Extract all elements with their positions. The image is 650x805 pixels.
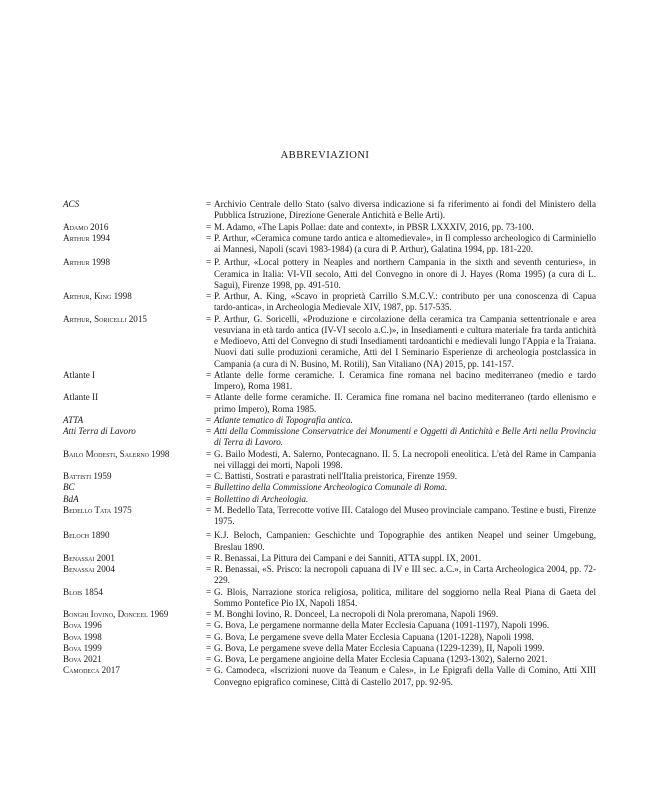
entry-abbreviation: ATTA — [63, 414, 84, 425]
entry-abbreviation: Arthur 1994 — [63, 232, 111, 243]
entry-description: G. Bova, Le pergamene sveve della Mater Ecclesia Capuana (1201-1228), Napoli 1998. — [214, 631, 534, 642]
list-item — [63, 426, 596, 449]
entry-separator: = — [206, 257, 212, 268]
entry-abbreviation: Camodeca 2017 — [63, 665, 120, 676]
entry-abbreviation: Blois 1854 — [63, 586, 103, 597]
entry-separator: = — [206, 369, 212, 380]
entry-abbreviation: Arthur, King 1998 — [63, 291, 132, 301]
entry-abbreviation: Atlante II — [63, 392, 99, 403]
list-item — [63, 199, 596, 222]
entry-description: C. Battisti, Sostrati e parastrati nell'Italia preistorica, Firenze 1959. — [214, 471, 458, 481]
entry-separator: = — [206, 564, 212, 574]
entry-abbreviation: Adamo 2016 — [63, 221, 109, 232]
entry-abbreviation: Benassai 2001 — [63, 552, 115, 563]
list-item — [63, 609, 596, 620]
entry-abbreviation: Beloch 1890 — [63, 530, 110, 541]
entry-separator: = — [206, 313, 212, 324]
entry-description: G. Blois, Narrazione storica religiosa, politica, militare del soggiorno nella Real Piana di Gaeta del Sommo Pontefice Pio IX, Napoli 1854. — [214, 586, 596, 608]
entry-abbreviation: BC — [63, 482, 75, 493]
list-item — [63, 449, 596, 472]
list-item — [63, 505, 596, 528]
entry-separator: = — [206, 232, 212, 243]
entry-description: G. Bova, Le pergamene normanne della Mater Ecclesia Capuana (1091-1197), Napoli 1996. — [214, 620, 550, 631]
entry-separator: = — [206, 642, 212, 653]
list-item — [63, 415, 596, 426]
entry-abbreviation: Bova 1996 — [63, 620, 102, 631]
list-item — [63, 654, 596, 665]
list-item — [63, 643, 596, 654]
entry-description: M. Bonghi Iovino, R. Donceel, La necropoli di Nola preromana, Napoli 1969. — [214, 609, 499, 619]
entry-separator: = — [206, 530, 212, 541]
entry-separator: = — [206, 448, 212, 459]
entry-description: R. Benassai, La Pittura dei Campani e dei Sanniti, ATTA suppl. IX, 2001. — [214, 552, 481, 563]
list-item — [63, 494, 596, 505]
entry-separator: = — [206, 414, 212, 425]
entry-separator: = — [206, 552, 212, 563]
entry-separator: = — [206, 221, 212, 232]
entry-description: Bullettino della Commissione Archeologica Comunale di Roma. — [214, 482, 448, 493]
list-item — [63, 553, 596, 564]
entry-description: Atti della Commissione Conservatrice dei Monumenti e Oggetti di Antichità e Belle Arti nella Provincia di Terra di Lavoro. — [214, 426, 596, 448]
entry-abbreviation: Bova 1998 — [63, 631, 102, 642]
entry-separator: = — [206, 609, 212, 619]
entry-separator: = — [206, 392, 212, 403]
entry-description: G. Bova, Le pergamene angioine della Mater Ecclesia Capuana (1293-1302), Salerno 2021. — [214, 654, 548, 664]
list-item — [63, 370, 596, 393]
entry-abbreviation: Bova 1999 — [63, 642, 102, 653]
entry-description: P. Arthur, A. King, «Scavo in proprietà Carrillo S.M.C.V.: contributo per una conoscenza di Capua tardo-antica», in Archeologia Medievale XIV, 1987, pp. 517-535. — [214, 291, 596, 313]
entry-abbreviation: Bonghi Iovino, Donceel 1969 — [63, 609, 169, 619]
entry-description: M. Bedello Tata, Terrecotte votive III. Catalogo del Museo provinciale campano. Testine e busti, Firenze 1975. — [214, 504, 596, 526]
entry-description: G. Bova, Le pergamene sveve della Mater Ecclesia Capuana (1229-1239), II, Napoli 1999. — [214, 642, 545, 653]
list-item — [63, 587, 596, 610]
entry-description: P. Arthur, «Local pottery in Neaples and northern Campania in the sixth and seventh centuries», in Ceramica in Italia: VI-VII secolo, Atti del Convegno in onore di J. Hayes (Roma 1995) (a cura di L. Saguì), Firenze 1998, pp. 491-510. — [214, 257, 596, 290]
entry-description: G. Bailo Modesti, A. Salerno, Pontecagnano. II. 5. La necropoli eneolitica. L'età del Rame in Campania nei villaggi dei morti, Napoli 1998. — [214, 448, 596, 470]
entry-separator: = — [206, 199, 212, 209]
list-item — [63, 291, 596, 314]
entry-separator: = — [206, 471, 212, 481]
entry-abbreviation: Bailo Modesti, Salerno 1998 — [63, 448, 170, 459]
list-item — [63, 257, 596, 291]
entry-separator: = — [206, 631, 212, 642]
list-item — [63, 564, 596, 587]
list-item — [63, 314, 596, 370]
entry-separator: = — [206, 426, 212, 436]
entry-description: Archivio Centrale dello Stato (salvo diversa indicazione si fa riferimento ai fondi del Ministero della Pubblica Istruzione, Direzione Generale Antichità e Belle Arti). — [214, 199, 596, 221]
entry-description: P. Arthur, «Ceramica comune tardo antica e altomedievale», in Il complesso archeologico di Carminiello ai Mannesi, Napoli (scavi 1983-1984) (a cura di P. Arthur), Galatina 1994, pp. 181-220. — [214, 232, 596, 254]
list-item — [63, 233, 596, 256]
entry-description: Bollettino di Archeologia. — [214, 493, 309, 504]
entry-description: P. Arthur, G. Soricelli, «Produzione e circolazione della ceramica tra Campania settentrionale e area vesuviana in età tardo antica (IV-VI secolo a.C.)», in Insediamenti e cultura materiale fra tarda antichità e Medioevo, Atti del Convegno di studi Insediamenti tardoantichi e medievali lungo l'Appia e la Traiana. Nuovi dati sulle produzioni ceramiche, Atti del I Seminario Esperienze di archeologia postclassica in Campania (a cura di N. Busino, M. Rotili), San Vitaliano (NA) 2015, pp. 141-157. — [214, 313, 596, 369]
entry-abbreviation: Battisti 1959 — [63, 471, 112, 481]
list-item — [63, 632, 596, 643]
entry-abbreviation: ACS — [63, 199, 80, 209]
entry-separator: = — [206, 504, 212, 515]
entry-description: R. Benassai, «S. Prisco: la necropoli capuana di IV e III sec. a.C.», in Carta Archeologica 2004, pp. 72-229. — [214, 564, 596, 586]
entry-description: M. Adamo, «The Lapis Pollae: date and context», in PBSR LXXXIV, 2016, pp. 73-100. — [214, 221, 534, 232]
list-item — [63, 392, 596, 415]
entry-separator: = — [206, 586, 212, 597]
page-title: ABBREVIAZIONI — [280, 150, 370, 161]
entry-description: Atlante delle forme ceramiche. I. Ceramica fine romana nel bacino mediterraneo (medio e tardo Impero), Roma 1981. — [214, 369, 596, 391]
list-item — [63, 620, 596, 631]
entry-separator: = — [206, 665, 212, 676]
entry-description: Atlante tematico di Topografia antica. — [214, 414, 353, 425]
entry-separator: = — [206, 291, 212, 301]
entry-abbreviation: Bedello Tata 1975 — [63, 504, 132, 515]
entry-separator: = — [206, 620, 212, 631]
entry-separator: = — [206, 654, 212, 664]
entry-description: K.J. Beloch, Campanien: Geschichte und Topographie des antiken Neapel und seiner Umgebung, Breslau 1890. — [214, 530, 596, 552]
entry-abbreviation: Arthur 1998 — [63, 257, 111, 268]
list-item — [63, 482, 596, 493]
entry-description: Atlante delle forme ceramiche. II. Ceramica fine romana nel bacino mediterraneo (tardo ellenismo e primo Impero), Roma 1985. — [214, 392, 596, 414]
list-item — [63, 665, 596, 688]
entry-abbreviation: Atlante I — [63, 369, 96, 380]
entry-abbreviation: Benassai 2004 — [63, 564, 115, 574]
list-item — [63, 471, 596, 482]
entry-abbreviation: BdA — [63, 493, 79, 504]
entry-abbreviation: Bova 2021 — [63, 654, 102, 664]
entry-separator: = — [206, 482, 212, 493]
entry-separator: = — [206, 493, 212, 504]
list-item — [63, 222, 596, 233]
entry-abbreviation: Arthur, Soricelli 2015 — [63, 313, 147, 324]
list-item — [63, 530, 596, 553]
abbreviations-list — [63, 199, 596, 688]
entry-description: G. Camodeca, «Iscrizioni nuove da Teanum e Cales», in Le Epigrafi della Valle di Comino, Atti XIII Convegno epigrafico cominese, Città di Castello 2017, pp. 92-95. — [214, 665, 596, 687]
entry-abbreviation: Atti Terra di Lavoro — [63, 426, 136, 436]
